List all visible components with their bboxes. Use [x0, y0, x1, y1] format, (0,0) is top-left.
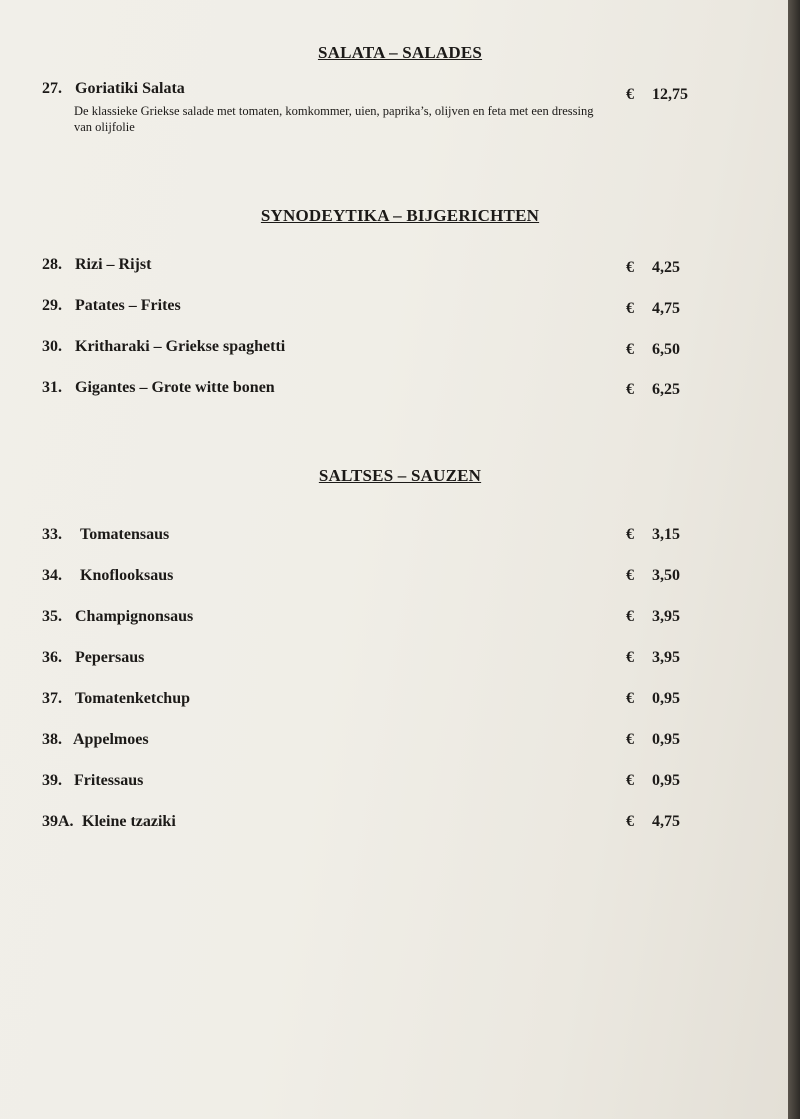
menu-item	[0, 608, 788, 630]
euro-sign: €	[626, 526, 634, 543]
item-price	[626, 341, 680, 359]
euro-sign: €	[626, 381, 634, 398]
item-number: 33.	[42, 526, 62, 543]
item-number: 29.	[42, 297, 62, 314]
item-name: Goriatiki Salata	[75, 80, 185, 97]
euro-sign: €	[626, 813, 634, 830]
item-number: 39.	[42, 772, 62, 789]
item-number: 35.	[42, 608, 62, 625]
price-value: 3,15	[652, 526, 680, 543]
price-value: 3,95	[652, 608, 680, 625]
item-price	[626, 772, 680, 790]
euro-sign: €	[626, 690, 634, 707]
menu-item	[0, 567, 788, 589]
menu-item	[0, 80, 788, 102]
price-value: 0,95	[652, 772, 680, 789]
price-value: 0,95	[652, 731, 680, 748]
menu-item	[0, 772, 788, 794]
item-price	[626, 731, 680, 749]
item-number: 27.	[42, 80, 62, 97]
item-description: De klassieke Griekse salade met tomaten, komkommer, uien, paprika’s, olijven en feta met een dressing van olijfolie	[74, 104, 594, 134]
item-price	[626, 86, 688, 104]
item-name: Knoflooksaus	[80, 567, 174, 584]
menu-item	[0, 526, 788, 548]
menu-item	[0, 813, 788, 835]
item-price	[626, 649, 680, 667]
item-name: Tomatenketchup	[75, 690, 190, 707]
menu-item	[0, 731, 788, 753]
euro-sign: €	[626, 86, 634, 103]
euro-sign: €	[626, 259, 634, 276]
item-name: Tomatensaus	[80, 526, 170, 543]
section-title-sauzen: SALTSES – SAUZEN	[318, 466, 482, 485]
item-number: 34.	[42, 567, 62, 584]
menu-item	[0, 649, 788, 671]
item-name: Appelmoes	[73, 731, 149, 748]
item-number: 38.	[42, 731, 62, 748]
price-value: 3,95	[652, 649, 680, 666]
item-number: 28.	[42, 256, 62, 273]
euro-sign: €	[626, 649, 634, 666]
item-number: 39A.	[42, 813, 74, 830]
item-price	[626, 608, 680, 626]
menu-item	[0, 338, 788, 360]
item-price	[626, 259, 680, 277]
item-number: 30.	[42, 338, 62, 355]
price-value: 6,50	[652, 341, 680, 358]
price-value: 3,50	[652, 567, 680, 584]
item-price	[626, 381, 680, 399]
section-title-bijgerichten: SYNODEYTIKA – BIJGERICHTEN	[260, 206, 540, 225]
item-price	[626, 567, 680, 585]
euro-sign: €	[626, 341, 634, 358]
euro-sign: €	[626, 300, 634, 317]
menu-item	[0, 256, 788, 278]
item-name: Patates – Frites	[75, 297, 181, 314]
menu-item	[0, 690, 788, 712]
section-title-salades: SALATA – SALADES	[317, 43, 483, 62]
price-value: 4,75	[652, 813, 680, 830]
price-value: 4,25	[652, 259, 680, 276]
price-value: 4,75	[652, 300, 680, 317]
euro-sign: €	[626, 608, 634, 625]
item-name: Fritessaus	[74, 772, 144, 789]
item-number: 36.	[42, 649, 62, 666]
euro-sign: €	[626, 567, 634, 584]
item-name: Champignonsaus	[75, 608, 194, 625]
euro-sign: €	[626, 772, 634, 789]
item-price	[626, 300, 680, 318]
item-price	[626, 690, 680, 708]
euro-sign: €	[626, 731, 634, 748]
price-value: 6,25	[652, 381, 680, 398]
menu-item	[0, 297, 788, 319]
item-price	[626, 813, 680, 831]
menu-item	[0, 379, 788, 401]
price-value: 12,75	[652, 86, 688, 103]
item-name: Kritharaki – Griekse spaghetti	[75, 338, 286, 355]
item-name: Kleine tzaziki	[82, 813, 176, 830]
price-value: 0,95	[652, 690, 680, 707]
item-name: Pepersaus	[75, 649, 145, 666]
item-price	[626, 526, 680, 544]
page-edge-shadow	[788, 0, 800, 1119]
item-name: Rizi – Rijst	[75, 256, 152, 273]
item-name: Gigantes – Grote witte bonen	[75, 379, 275, 396]
item-number: 31.	[42, 379, 62, 396]
item-number: 37.	[42, 690, 62, 707]
